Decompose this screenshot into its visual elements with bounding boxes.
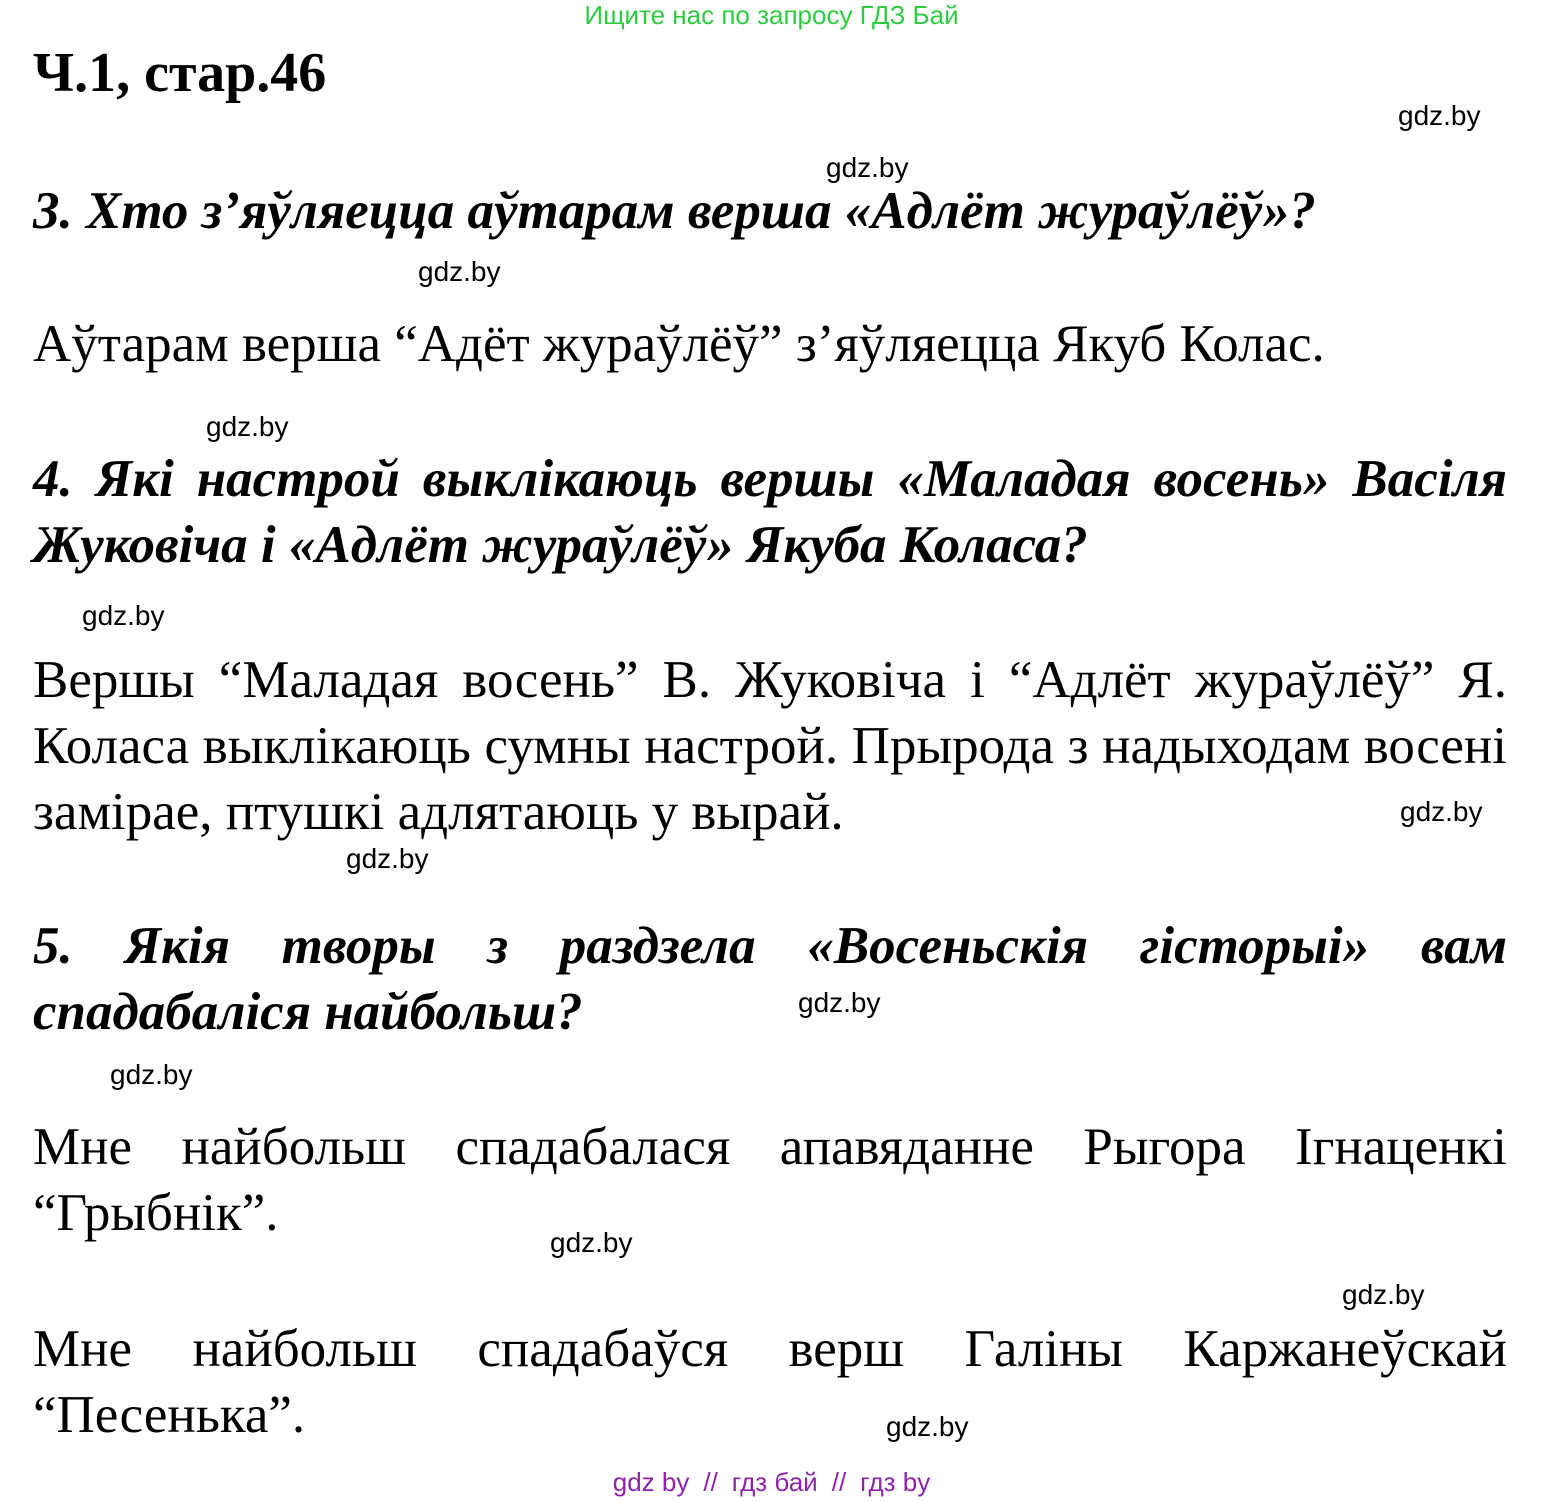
page-title: Ч.1, стар.46 xyxy=(33,42,327,104)
top-banner[interactable]: Ищите нас по запросу ГДЗ Бай xyxy=(584,0,959,30)
footer-link[interactable]: гдз бай xyxy=(731,1467,818,1497)
answer-5b: Мне найбольш спадабаўся верш Галіны Каржанеўскай “Песенька”. xyxy=(33,1320,1507,1444)
watermark: gdz.by xyxy=(550,1227,633,1258)
watermark: gdz.by xyxy=(110,1059,193,1090)
footer-separator: // xyxy=(703,1467,718,1497)
question-5: 5. Якія творы з раздзела «Восеньскія гісторыі» вам спадабаліся найбольш? xyxy=(33,917,1507,1041)
footer-link[interactable]: гдз by xyxy=(860,1467,931,1497)
footer-link[interactable]: gdz by xyxy=(612,1467,690,1497)
watermark: gdz.by xyxy=(1398,100,1481,131)
question-4: 4. Які настрой выклікаюць вершы «Маладая восень» Васіля Жуковіча і «Адлёт жураўлёў» Якуба Коласа? xyxy=(33,450,1507,574)
answer-3: Аўтарам верша “Адёт жураўлёў” з’яўляецца Якуб Колас. xyxy=(33,315,1325,373)
answer-5a: Мне найбольш спадабалася апавяданне Рыгора Ігнаценкі “Грыбнік”. xyxy=(33,1118,1507,1242)
watermark: gdz.by xyxy=(346,843,429,874)
question-3: 3. Хто з’яўляецца аўтарам верша «Адлёт жураўлёў»? xyxy=(33,182,1316,240)
watermark: gdz.by xyxy=(886,1411,969,1442)
watermark: gdz.by xyxy=(798,987,881,1018)
watermark: gdz.by xyxy=(206,411,289,442)
watermark: gdz.by xyxy=(1400,796,1483,827)
answer-4: Вершы “Маладая восень” В. Жуковіча і “Адлёт жураўлёў” Я. Коласа выклікаюць сумны настрой. Прырода з надыходам восені замірае, птушкі адлятаюць у вырай. xyxy=(33,651,1507,841)
watermark: gdz.by xyxy=(826,152,909,183)
watermark: gdz.by xyxy=(418,256,501,287)
footer-links xyxy=(0,1466,1543,1498)
watermark: gdz.by xyxy=(82,600,165,631)
watermark: gdz.by xyxy=(1342,1279,1425,1310)
footer-separator: // xyxy=(831,1467,847,1497)
